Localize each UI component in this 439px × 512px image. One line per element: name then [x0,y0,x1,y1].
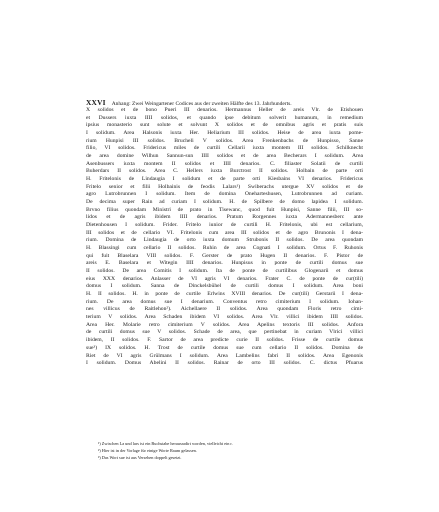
text-line: Riet de VI agris Grūlmans I solidum. Area Lambelins fabri II solidos. Area Egenonis [86,352,363,359]
text-line: sue³) IX solidos. H. Trost de curtile domus sue cum cellario II solidos. Domina de [86,344,363,351]
text-line: Brvno filius quondam Ministri de prato in Tisewanc, quod fuit Hunpisi, Sanne filii, III so- [86,206,363,213]
page-number: XXVI [86,98,106,107]
text-line: I solidum. Area Halsonis iuxta Her. Heliarium III solidos. Heise de area iuxta pome- [86,130,363,137]
text-line: III solidos et de cellario VI. Fritelonis cum area III solidos et de agro Brunonis I dena- [86,229,363,236]
text-line: X solidos et de bono Pueri III denarios. Hermannus Heller de areis Vlr. de Etishouen [86,107,363,113]
text-line: rium. De area domus sue I denarium. Conventus retro cimiterium I solidum. Iohan- [86,298,363,305]
footnote: ³) Das Wort sue ist aus Versehen doppelt gesetzt. [98,454,182,460]
body-text [86,107,363,368]
text-line: nes villicus de Raitlehon²). Aichellaere II solidos. Area quondam Floris retro cimi- [86,306,363,313]
text-line: Area Her. Molarie retro cimiterium V solidos. Area Apelins textoris III solidos. Anfora [86,321,363,328]
text-line: de area domine Wilhun Sannun-sun IIII solidos et de area Becherars I solidum. Area [86,153,363,160]
text-line: II solidos. De area Comitis I solidum. Ita de ponte de curtilibus Glogenarii et domus [86,268,363,275]
text-line: terium V solidos. Area Schaden ibidem VI solidos. Area Vlr. villici ibidem IIII solidos. [86,314,363,321]
text-line: agro Lutrobrunnen I solidum. Item de domina Oneharteshusen, Lutrobrunnen ad curiam. [86,191,363,198]
footnotes [98,441,358,462]
running-head: Anhang: Zwei Weingartener Codices aus der zweiten Hälfte des 13. Jahrhunderts. [111,101,292,107]
text-line: ibidem, II solidos. F. Sartor de area predicte curie II solidos. Frisse de curtile domus [86,337,363,344]
text-line: de curtili domus sue V solidos. Schade de area, que pertinebat in curiam Vlrici villici [86,329,363,336]
footnote: ²) Hier ist in der Vorlage für einige Worte Raum gelassen. [98,447,197,453]
text-line: et Dussers iuxta IIII solidos, et quando ipse debitum solverit humanum, in remedium [86,114,363,121]
text-line: filio, VI solidos. Fridericus miles de curtili Cellarii iuxta montem III solidos. Schilknecht [86,145,363,152]
footnote: ¹) Zwischen La und lars ist ein Buchstabe herausradirt worden, vielleicht ein r. [98,441,233,446]
text-line: qui fuit Blaselara VIII solidos. F. Gerster de prato Hugen II denarios. F. Pistor de [86,252,363,259]
text-line: lidos et de agris ibidem IIII denarios. Pratum Rorgennes iuxta Adermannesberc ante [86,214,363,221]
text-line: Fritelo senior et filii Holbainis de feodis Lalars¹) Swiberachs utergue XV solidos et de [86,183,363,190]
text-line: ipsius monasterio sunt solute et solvunt X solidos et de omnibus agris et pratis suis [86,122,363,129]
text-line: rium Hunpisi III solidos. Brucheli V solidos. Area Frenkenbachs de Hunpisso, Sanne [86,137,363,144]
text-line: eius XXX denarios. Anlasser de VI agris VI denarios. Frater C. de ponte de cur(tili) [86,275,363,282]
text-line: I solidum. Domus Abelini II solidos. Rainar de orto III solidos. C. dictus Pfuarus [86,360,363,367]
text-line: Buherdars II solidos. Area C. Hellers iuxta Burctrost II solidos. Holbain de parte orti [86,168,363,175]
text-line: De decima super Rain ad curiam I solidum. H. de Spilbere de domo lapidea I solidum. [86,199,363,206]
text-line: Asenbussers iuxta montem II solidos et IIII denarios. C. filiaster Solatii de curtili [86,160,363,167]
text-line: areis E. Baselara et Witegin IIII denarios. Hunpisus in ponte de curtili domus sue [86,260,363,267]
text-line: Dietenhousen I solidum. Frider. Fritelo iunior de curtili H. Fritelonis, ubi est cellarium, [86,222,363,229]
text-line: domus I solidum. Sanna de Dinckelsbühel de curtili domus I solidum. Area boni [86,283,363,290]
page-header [86,98,362,107]
text-line: rium. Domina de Lindaugia de orto iuxta domum Strubonis II solidos. De area quondam [86,237,363,244]
text-line: H. Fritelonis de Lindaugia I solidum et de parte orti Kiesbains VI denarios. Fridericus [86,176,363,183]
text-line: H. Blassingi cum cellario II solidos. Ruhin de area Cognati I solidum. Ortus F. Ruhonis [86,245,363,252]
text-line: H. II solidos. H. in ponte de curtile Erlwins XVIII denarios. De cur(tili) Gerstarii I dena- [86,291,363,298]
